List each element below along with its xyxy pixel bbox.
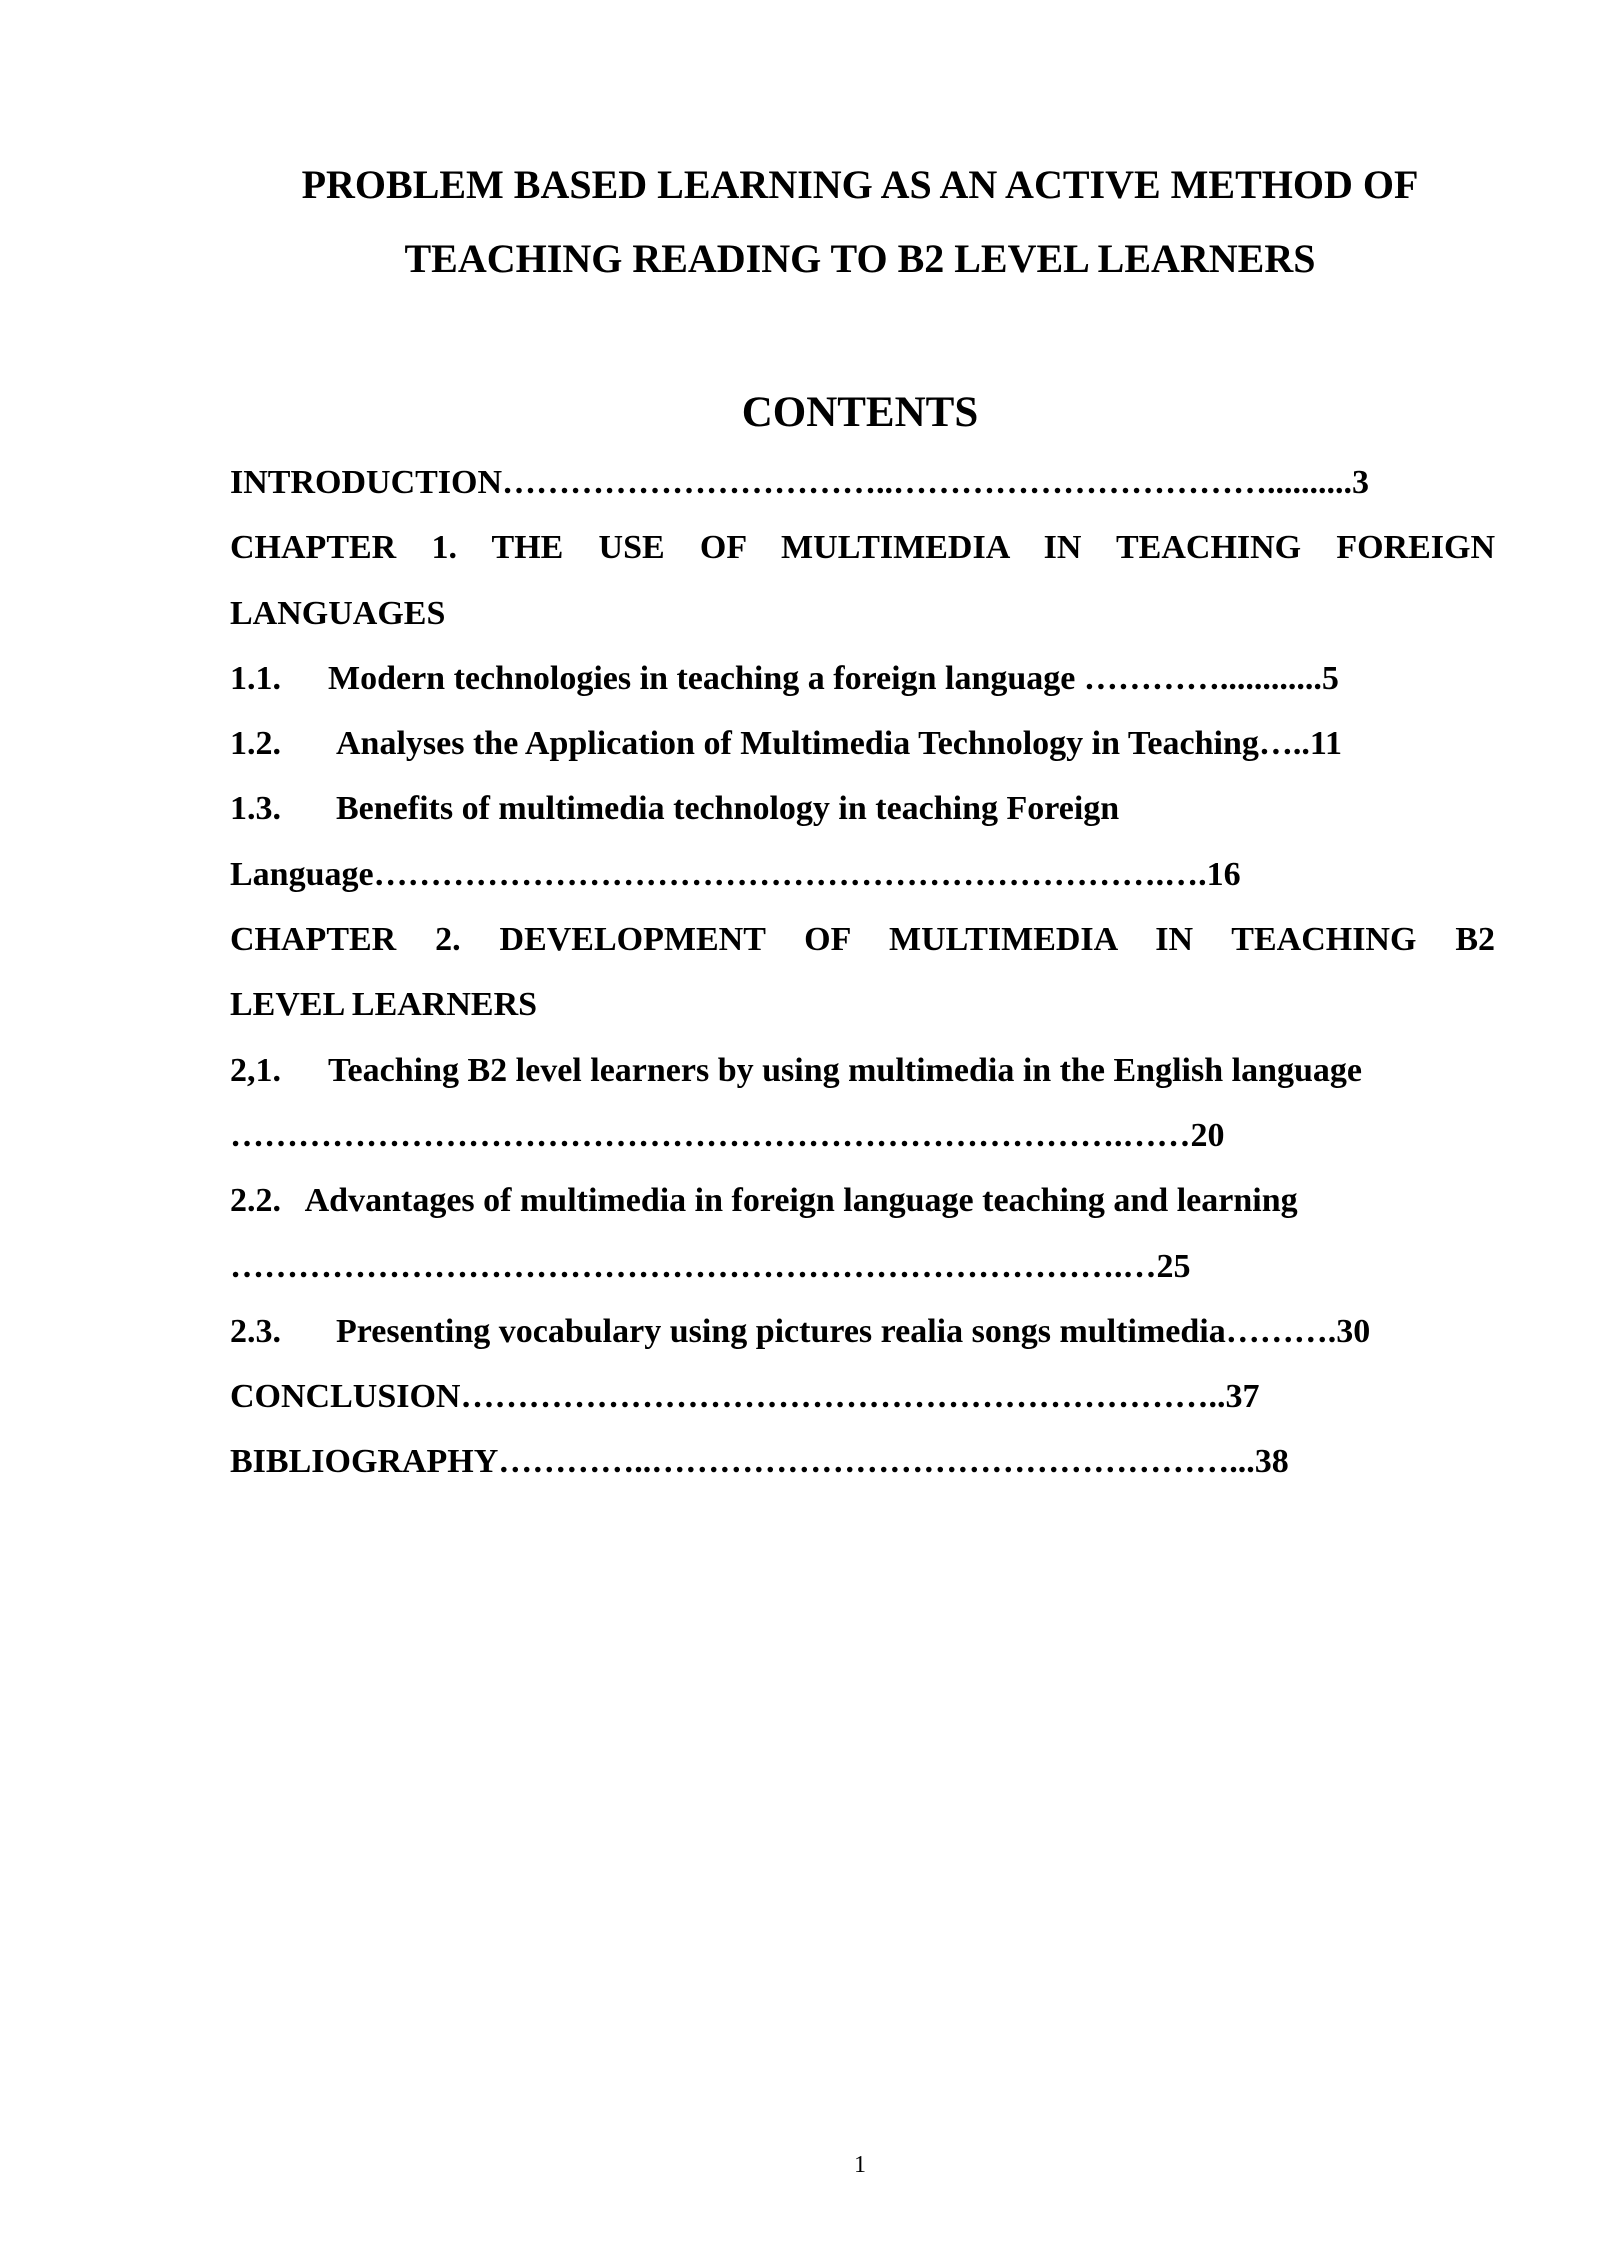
toc-section-2-2: 2.2. Advantages of multimedia in foreign language teaching and learning xyxy=(230,1182,1298,1220)
toc-bibliography: BIBLIOGRAPHY…………..……………………………………………...38 xyxy=(230,1443,1289,1481)
table-of-contents xyxy=(230,450,1495,1495)
toc-section-2-1 xyxy=(230,1038,1495,1103)
toc-section-2-1-cont: …………………………………………………………………….……20 xyxy=(230,1116,1225,1154)
toc-chapter-1-heading-cont: LANGUAGES xyxy=(230,594,446,632)
section-title: Benefits of multimedia technology in teaching Foreign xyxy=(336,790,1120,828)
contents-heading: CONTENTS xyxy=(741,389,979,436)
section-number: 1.2. xyxy=(230,725,281,763)
toc-section-1-1 xyxy=(230,646,1495,711)
toc-chapter-2-heading-cont: LEVEL LEARNERS xyxy=(230,986,538,1024)
section-title: Presenting vocabulary using pictures realia songs multimedia……….30 xyxy=(336,1312,1371,1350)
toc-section-2-3 xyxy=(230,1299,1495,1364)
toc-section-1-3 xyxy=(230,776,1495,841)
document-title xyxy=(240,148,1480,296)
title-line-2: TEACHING READING TO B2 LEVEL LEARNERS xyxy=(404,236,1316,281)
section-title: Teaching B2 level learners by using multimedia in the English language xyxy=(328,1051,1362,1089)
section-number: 2,1. xyxy=(230,1051,281,1089)
toc-section-1-3-cont: Language…………………………………………………………….….16 xyxy=(230,855,1241,893)
title-line-1: PROBLEM BASED LEARNING AS AN ACTIVE METHOD OF xyxy=(301,162,1419,207)
section-number: 1.3. xyxy=(230,790,281,828)
toc-section-2-2-cont: …………………………………………………………………….…25 xyxy=(230,1247,1191,1285)
toc-chapter-1-heading: CHAPTER 1. THE USE OF MULTIMEDIA IN TEACHING FOREIGN xyxy=(230,529,1495,567)
toc-conclusion: CONCLUSION…………………………………………………………..37 xyxy=(230,1378,1260,1416)
section-number: 2.3. xyxy=(230,1312,281,1350)
toc-section-1-2 xyxy=(230,711,1495,776)
page-number: 1 xyxy=(854,2152,866,2178)
toc-chapter-2-heading: CHAPTER 2. DEVELOPMENT OF MULTIMEDIA IN TEACHING B2 xyxy=(230,921,1495,959)
toc-introduction: INTRODUCTION……………………………..……………………………..........3 xyxy=(230,464,1370,501)
section-title: Analyses the Application of Multimedia Technology in Teaching…..11 xyxy=(336,725,1343,763)
section-title: Modern technologies in teaching a foreign language …………............5 xyxy=(328,659,1339,697)
section-number: 1.1. xyxy=(230,659,281,697)
